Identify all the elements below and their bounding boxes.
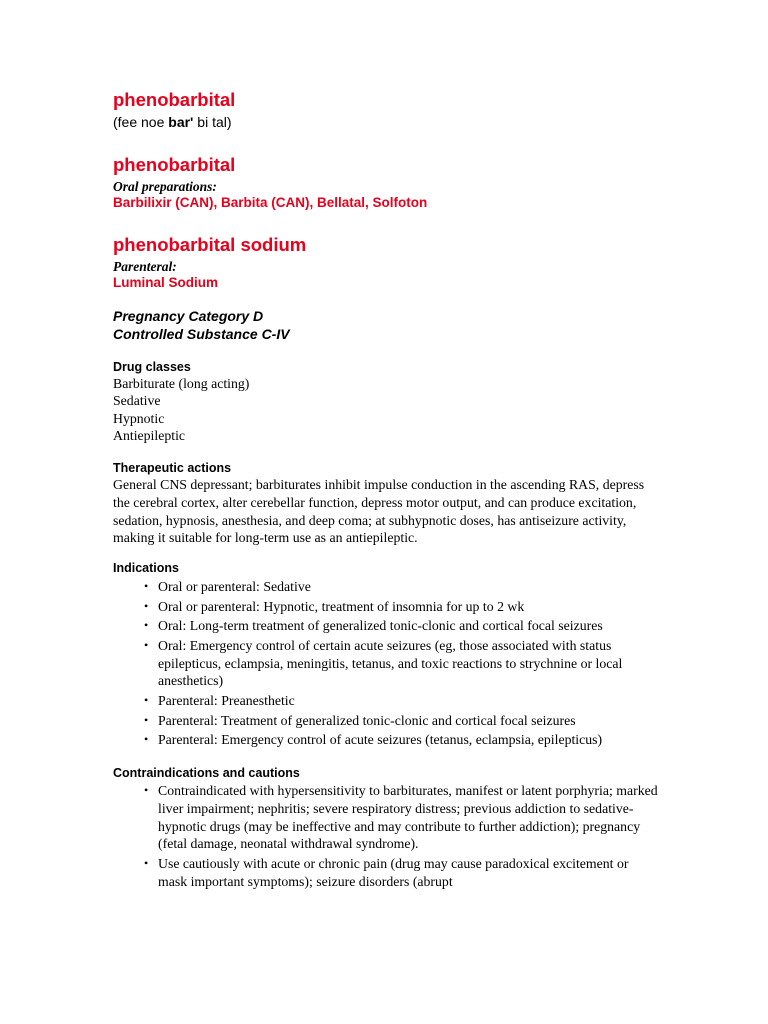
drug-class-item: Sedative [113, 393, 161, 408]
drug-class-item: Antiepileptic [113, 428, 186, 443]
indication-text: Oral: Emergency control of certain acute seizures (eg, those associated with status epilepticus, eclampsia, meningitis, tetanus, and toxic reactions to strychnine or local anesthetics) [158, 637, 623, 689]
parenteral-label: Parenteral: [113, 259, 177, 274]
therapeutic-actions-text: General CNS depressant; barbiturates inhibit impulse conduction in the ascending RAS, depress the cerebral cortex, alter cerebellar function, depress motor output, and can produce excitation, sedation, hypnosis, anesthesia, and deep coma; at subhypnotic doses, has antiseizure activity, making it suitable for long-term use as an antiepileptic. [113, 477, 645, 546]
indication-text: Oral: Long-term treatment of generalized tonic-clonic and cortical focal seizures [158, 618, 603, 634]
indication-text: Parenteral: Treatment of generalized tonic-clonic and cortical focal seizures [158, 712, 576, 728]
list-item [113, 617, 658, 635]
pronunciation [113, 114, 232, 130]
drug-class-item: Hypnotic [113, 411, 165, 426]
bullet-icon: • [144, 783, 149, 797]
bullet-icon: • [144, 732, 149, 747]
contraindications-list [113, 782, 658, 892]
indication-text: Parenteral: Preanesthetic [158, 692, 295, 708]
bullet-icon: • [144, 579, 149, 593]
entry-title-phenobarbital: phenobarbital [113, 89, 236, 110]
bullet-icon: • [144, 712, 149, 727]
bullet-icon: • [144, 618, 149, 633]
drug-class-item: Barbiturate (long acting) [113, 376, 250, 391]
bullet-icon: • [144, 598, 149, 613]
bullet-icon: • [144, 855, 149, 870]
controlled-substance: Controlled Substance C-IV [113, 326, 290, 342]
oral-preparations-label: Oral preparations: [113, 179, 217, 194]
entry-title-sodium: phenobarbital sodium [113, 234, 307, 255]
pronunciation-post: bi tal) [193, 114, 232, 130]
bullet-icon: • [144, 692, 149, 707]
bullet-icon: • [144, 637, 149, 652]
indications-heading: Indications [113, 561, 179, 575]
list-item [113, 578, 658, 596]
pregnancy-category: Pregnancy Category D [113, 308, 264, 324]
caution-text: Use cautiously with acute or chronic pain (drug may cause paradoxical excitement or mask important symptoms); seizure disorders (abrupt [158, 855, 629, 889]
list-item [113, 637, 658, 690]
oral-brand-names: Barbilixir (CAN), Barbita (CAN), Bellatal, Solfoton [113, 195, 428, 210]
parenteral-brand-names: Luminal Sodium [113, 275, 219, 290]
list-item [113, 731, 658, 749]
list-item [113, 782, 658, 853]
pronunciation-stress: bar' [168, 114, 194, 130]
list-item [113, 598, 658, 616]
pronunciation-pre: (fee noe [113, 114, 169, 130]
list-item [113, 692, 658, 710]
contraindications-heading: Contraindications and cautions [113, 766, 300, 780]
therapeutic-actions-heading: Therapeutic actions [113, 461, 232, 475]
drug-classes-heading: Drug classes [113, 360, 191, 374]
indication-text: Oral or parenteral: Sedative [158, 579, 311, 594]
indication-text: Oral or parenteral: Hypnotic, treatment of insomnia for up to 2 wk [158, 598, 525, 614]
contraindication-text: Contraindicated with hypersensitivity to barbiturates, manifest or latent porphyria; marked liver impairment; nephritis; severe respiratory distress; previous addiction to sedative-hypnotic drugs (may be ineffective and may contribute to further addiction); pregnancy (fetal damage, neonatal withdrawal syndrome). [158, 783, 658, 852]
list-item [113, 855, 658, 891]
indication-text: Parenteral: Emergency control of acute seizures (tetanus, eclampsia, epilepticus) [158, 732, 603, 748]
entry-title-oral: phenobarbital [113, 154, 236, 175]
list-item [113, 712, 658, 730]
indications-list [113, 578, 658, 751]
